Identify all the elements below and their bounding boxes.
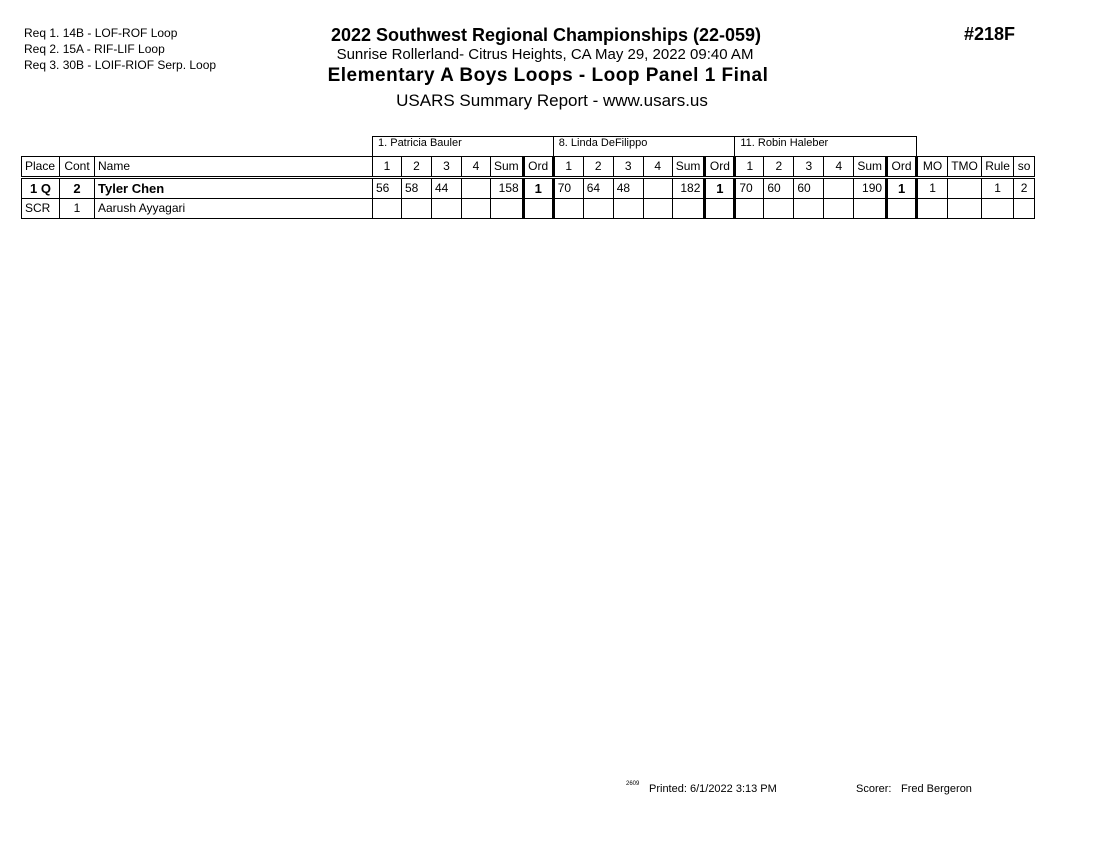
tmo-cell (948, 177, 982, 198)
score-cell: 60 (764, 177, 794, 198)
score-cell: 44 (432, 177, 462, 198)
score-cell (553, 198, 583, 218)
ordinal-cell (523, 198, 553, 218)
name-cell: Aarush Ayyagari (95, 198, 373, 218)
scorer-name: Fred Bergeron (901, 783, 972, 795)
sum-cell: 158 (491, 177, 524, 198)
header-ord: Ord (705, 156, 735, 177)
header-score-s4: 4 (643, 156, 672, 177)
score-cell: 64 (583, 177, 613, 198)
so-cell: 2 (1014, 177, 1035, 198)
header-rule: Rule (982, 156, 1014, 177)
judge-name: 1. Patricia Bauler (373, 137, 554, 157)
header-tmo: TMO (948, 156, 982, 177)
header-ord: Ord (523, 156, 553, 177)
table-row (22, 177, 1035, 198)
sum-cell (854, 198, 887, 218)
score-cell: 70 (553, 177, 583, 198)
score-cell: 56 (373, 177, 402, 198)
sum-cell (491, 198, 524, 218)
event-number: #218F (964, 24, 1016, 44)
header-cont: Cont (60, 156, 95, 177)
header-score-s1: 1 (553, 156, 583, 177)
score-cell (462, 177, 491, 198)
place-cell: SCR (22, 198, 60, 218)
sum-cell (672, 198, 705, 218)
requirement: Req 1. 14B - LOF-ROF Loop (24, 26, 178, 40)
score-cell (613, 198, 643, 218)
score-cell (643, 177, 672, 198)
header-score-s3: 3 (794, 156, 824, 177)
so-cell (1014, 198, 1035, 218)
score-cell (583, 198, 613, 218)
score-cell (735, 198, 764, 218)
judge-name: 8. Linda DeFilippo (553, 137, 735, 157)
header-name: Name (95, 156, 373, 177)
judge-name: 11. Robin Haleber (735, 137, 917, 157)
header-score-s4: 4 (462, 156, 491, 177)
score-cell: 60 (794, 177, 824, 198)
competition-title: 2022 Southwest Regional Championships (22-059) (330, 25, 762, 45)
score-cell (764, 198, 794, 218)
ordinal-cell: 1 (887, 177, 917, 198)
score-cell: 70 (735, 177, 764, 198)
score-cell (824, 198, 854, 218)
score-cell (402, 198, 432, 218)
ordinal-cell: 1 (705, 177, 735, 198)
header-score-s2: 2 (402, 156, 432, 177)
tmo-cell (948, 198, 982, 218)
header-score-s3: 3 (432, 156, 462, 177)
header-sum: Sum (854, 156, 887, 177)
header-sum: Sum (491, 156, 524, 177)
header-score-s1: 1 (373, 156, 402, 177)
place-cell: 1 Q (22, 177, 60, 198)
score-cell (462, 198, 491, 218)
score-cell (794, 198, 824, 218)
ordinal-cell (705, 198, 735, 218)
rule-cell (982, 198, 1014, 218)
cont-cell: 1 (60, 198, 95, 218)
header-score-s4: 4 (824, 156, 854, 177)
header-so: so (1014, 156, 1035, 177)
report-code: 2609 (626, 781, 640, 787)
score-cell (432, 198, 462, 218)
name-cell: Tyler Chen (95, 177, 373, 198)
header-place: Place (22, 156, 60, 177)
score-cell: 48 (613, 177, 643, 198)
ordinal-cell: 1 (523, 177, 553, 198)
mo-cell (917, 198, 948, 218)
header-score-s2: 2 (764, 156, 794, 177)
sum-cell: 190 (854, 177, 887, 198)
requirement: Req 2. 15A - RIF-LIF Loop (24, 42, 165, 56)
score-cell: 58 (402, 177, 432, 198)
judge-header-row (22, 137, 1035, 157)
event-title: Elementary A Boys Loops - Loop Panel 1 Final (327, 65, 769, 86)
column-header-row (22, 156, 1035, 177)
requirement: Req 3. 30B - LOIF-RIOF Serp. Loop (24, 58, 217, 72)
score-cell (373, 198, 402, 218)
header-score-s3: 3 (613, 156, 643, 177)
table-row (22, 198, 1035, 218)
mo-cell: 1 (917, 177, 948, 198)
results-table (21, 136, 1035, 219)
printed-date: Printed: 6/1/2022 3:13 PM (649, 783, 777, 795)
cont-cell: 2 (60, 177, 95, 198)
score-cell (643, 198, 672, 218)
report-subtitle: USARS Summary Report - www.usars.us (396, 91, 708, 110)
scorer-label: Scorer: (856, 783, 892, 795)
rule-cell: 1 (982, 177, 1014, 198)
header-score-s1: 1 (735, 156, 764, 177)
score-cell (824, 177, 854, 198)
venue-date: Sunrise Rollerland- Citrus Heights, CA May 29, 2022 09:40 AM (336, 46, 754, 63)
ordinal-cell (887, 198, 917, 218)
header-sum: Sum (672, 156, 705, 177)
sum-cell: 182 (672, 177, 705, 198)
header-mo: MO (917, 156, 948, 177)
header-score-s2: 2 (583, 156, 613, 177)
header-ord: Ord (887, 156, 917, 177)
